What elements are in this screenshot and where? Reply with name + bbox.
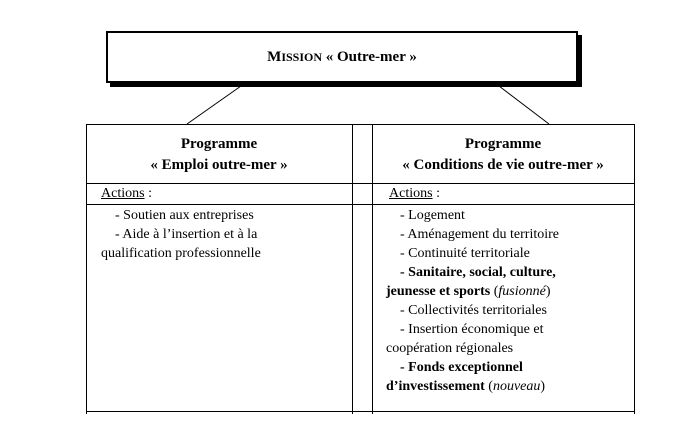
actions-list-conditions [386,206,559,396]
actions-label: Actions : [389,186,440,201]
action-text: coopération régionales [386,341,514,356]
mission-title: MISSION « Outre-mer » [267,48,417,65]
column-divider [352,124,353,414]
action-line [101,244,261,263]
actions-list-emploi [101,206,261,263]
row-divider [86,204,635,205]
connector-right [499,86,549,124]
actions-label: Actions : [101,186,152,201]
action-text: - Logement [400,208,465,223]
action-text: ) [540,379,546,394]
action-line [386,301,559,320]
action-text: - Sanitaire, social, culture, [400,265,556,280]
programme-header-conditions [372,134,634,176]
programme-header-emploi [86,134,352,176]
action-text: - Aide à l’insertion et à la [115,227,258,242]
action-text: fusionné [498,284,546,299]
action-text: qualification professionnelle [101,246,261,261]
action-text: - Aménagement du territoire [400,227,559,242]
action-line [386,263,559,282]
action-line [386,206,559,225]
action-line [386,377,559,396]
action-text: - Soutien aux entreprises [115,208,254,223]
action-text: ) [545,284,551,299]
table-border-right [634,124,635,414]
action-line [101,206,261,225]
row-divider [86,183,635,184]
programme-name: « Emploi outre-mer » [150,157,288,173]
action-text: ( [484,379,493,394]
action-line [386,358,559,377]
action-line [386,339,559,358]
programme-label: Programme [464,136,542,152]
action-text: - Fonds exceptionnel [400,360,523,375]
action-text: - Insertion économique et [400,322,544,337]
action-line [386,282,559,301]
action-line [386,225,559,244]
programme-label: Programme [180,136,258,152]
connector-left [187,86,241,124]
programme-name: « Conditions de vie outre-mer » [402,157,604,173]
action-line [386,320,559,339]
action-text: - Collectivités territoriales [400,303,547,318]
action-text: nouveau [492,379,541,394]
action-text: d’investissement [386,379,485,394]
action-text: - Continuité territoriale [400,246,530,261]
action-line [386,244,559,263]
action-line [101,225,261,244]
action-text: ( [490,284,499,299]
action-text: jeunesse et sports [386,284,491,299]
